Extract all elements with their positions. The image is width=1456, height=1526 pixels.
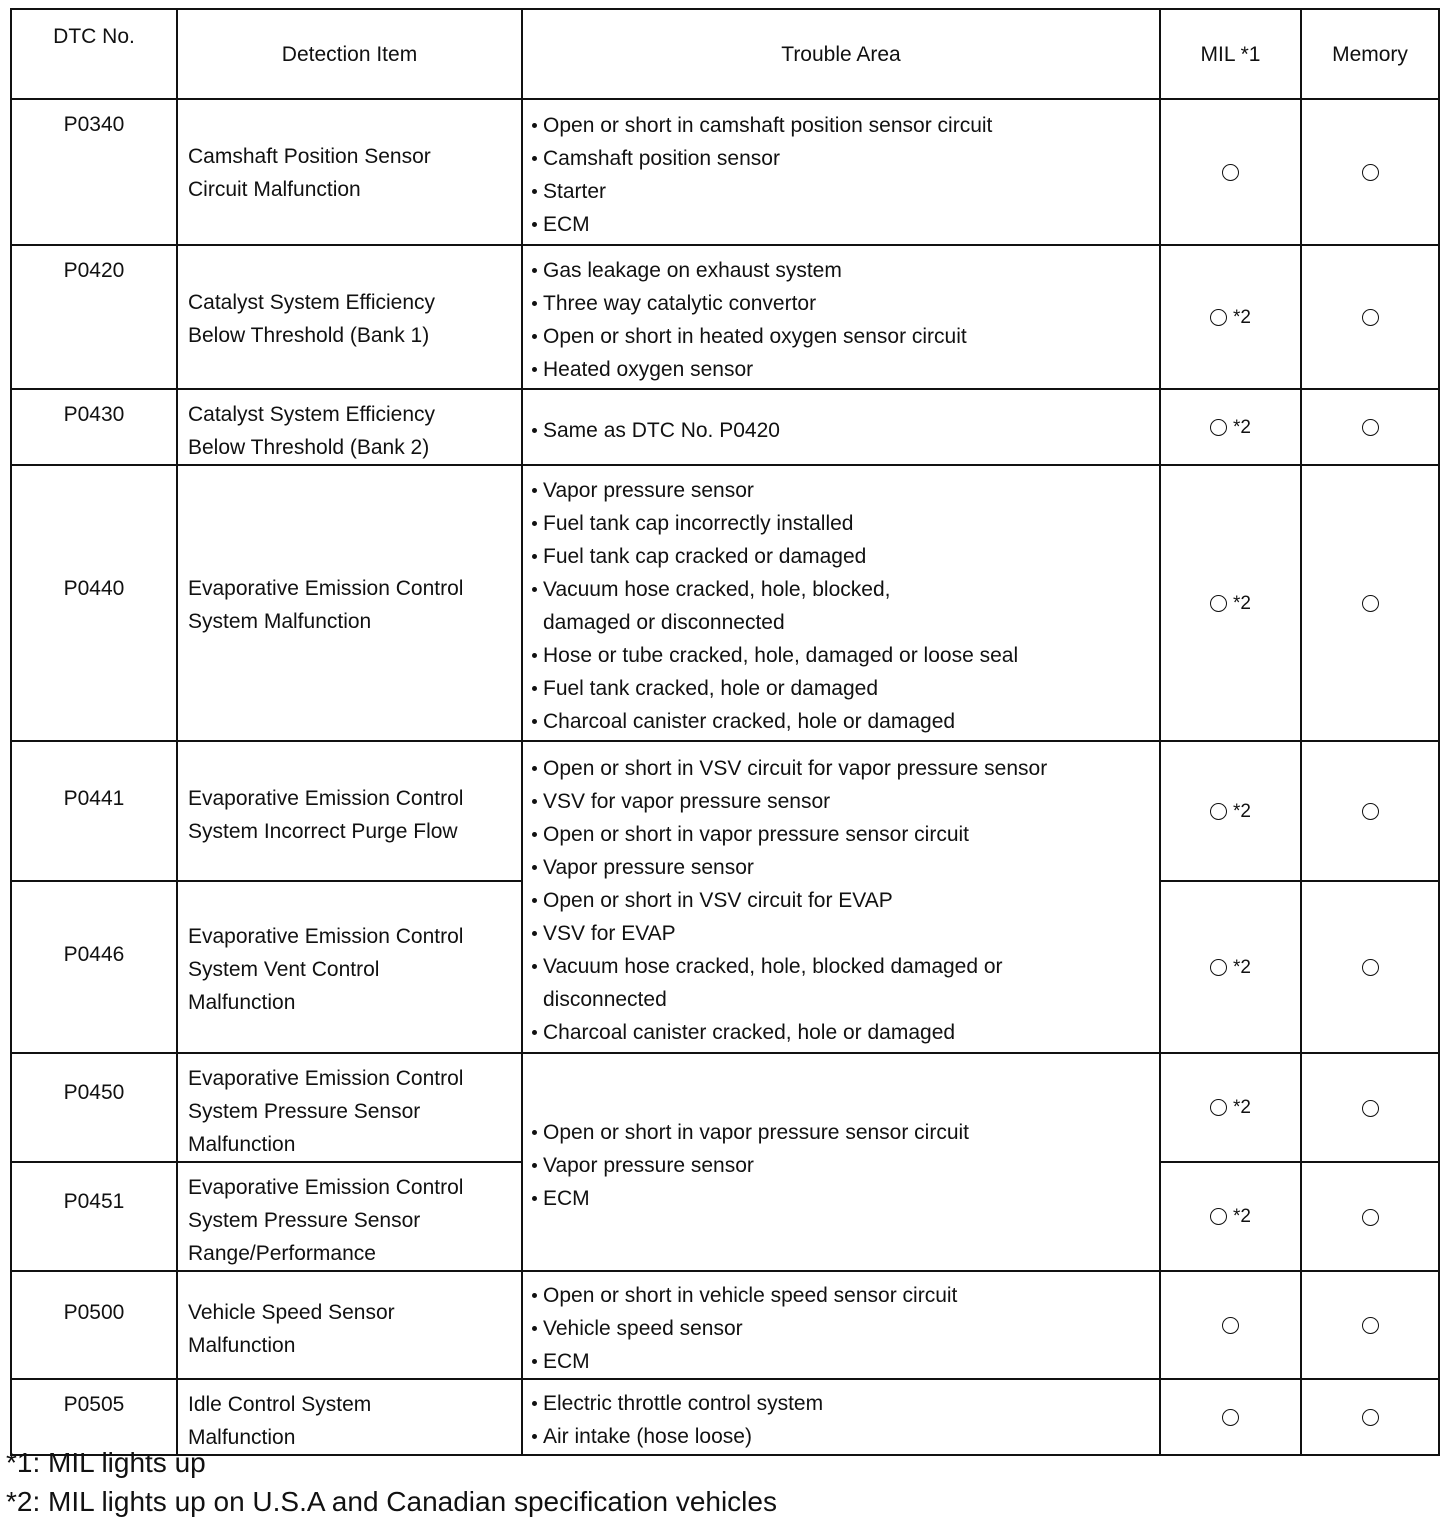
trouble-area <box>522 1379 1160 1455</box>
circle-icon <box>1210 803 1227 820</box>
list-item: Vacuum hose cracked, hole, blocked, damaged or disconnected <box>531 573 923 639</box>
header-row <box>11 9 1439 99</box>
dtc-code: P0440 <box>11 465 177 741</box>
list-item: Fuel tank cracked, hole or damaged <box>531 672 1159 705</box>
list-item: Heated oxygen sensor <box>531 353 1159 386</box>
circle-icon <box>1362 803 1379 820</box>
mil-cell <box>1160 1053 1301 1162</box>
detection-item: Catalyst System Efficiency Below Threshold (Bank 1) <box>177 245 522 389</box>
dtc-code: P0441 <box>11 741 177 881</box>
dtc-code: P0340 <box>11 99 177 245</box>
mil-note: *2 <box>1233 592 1251 614</box>
list-item: VSV for EVAP <box>531 917 1159 950</box>
circle-icon <box>1210 595 1227 612</box>
detection-item: Catalyst System Efficiency Below Threshold (Bank 2) <box>177 389 522 465</box>
footnote-1: *1: MIL lights up <box>6 1447 206 1478</box>
header-memory: Memory <box>1301 9 1439 99</box>
list-item: Open or short in heated oxygen sensor circuit <box>531 320 1159 353</box>
circle-icon <box>1362 595 1379 612</box>
dtc-code: P0505 <box>11 1379 177 1455</box>
table-row <box>11 99 1439 245</box>
mil-note: *2 <box>1233 306 1251 328</box>
memory-cell <box>1301 465 1439 741</box>
list-item: ECM <box>531 1182 1159 1215</box>
list-item: Open or short in vapor pressure sensor circuit <box>531 818 1159 851</box>
mil-cell <box>1160 881 1301 1053</box>
mil-note: *2 <box>1233 1206 1251 1228</box>
circle-icon <box>1210 309 1227 326</box>
circle-icon <box>1362 1409 1379 1426</box>
memory-cell <box>1301 245 1439 389</box>
memory-cell <box>1301 881 1439 1053</box>
circle-icon <box>1210 1099 1227 1116</box>
dtc-table <box>10 8 1440 1456</box>
circle-icon <box>1222 1317 1239 1334</box>
memory-cell <box>1301 1271 1439 1379</box>
trouble-area <box>522 1053 1160 1271</box>
trouble-area <box>522 389 1160 465</box>
circle-icon <box>1210 419 1227 436</box>
dtc-code: P0430 <box>11 389 177 465</box>
table-row <box>11 389 1439 465</box>
dtc-code: P0446 <box>11 881 177 1053</box>
circle-icon <box>1362 1317 1379 1334</box>
mil-cell <box>1160 1379 1301 1455</box>
dtc-code: P0500 <box>11 1271 177 1379</box>
table-row <box>11 465 1439 741</box>
list-item: Hose or tube cracked, hole, damaged or loose seal <box>531 639 1159 672</box>
circle-icon <box>1362 1209 1379 1226</box>
list-item: Fuel tank cap cracked or damaged <box>531 540 1159 573</box>
circle-icon <box>1210 959 1227 976</box>
list-item: Vapor pressure sensor <box>531 851 1159 884</box>
list-item: Three way catalytic convertor <box>531 287 1159 320</box>
list-item: Open or short in VSV circuit for vapor pressure sensor <box>531 752 1159 785</box>
dtc-code: P0451 <box>11 1162 177 1271</box>
list-item: Open or short in vapor pressure sensor circuit <box>531 1116 1159 1149</box>
detection-item: Evaporative Emission Control System Pressure Sensor Range/Performance <box>177 1162 522 1271</box>
circle-icon <box>1362 959 1379 976</box>
detection-item: Camshaft Position Sensor Circuit Malfunction <box>177 99 522 245</box>
circle-icon <box>1222 164 1239 181</box>
trouble-area <box>522 245 1160 389</box>
circle-icon <box>1210 1208 1227 1225</box>
list-item: Electric throttle control system <box>531 1387 1159 1420</box>
table-row <box>11 1271 1439 1379</box>
list-item: Air intake (hose loose) <box>531 1420 1159 1453</box>
trouble-area <box>522 99 1160 245</box>
table-row <box>11 245 1439 389</box>
circle-icon <box>1362 1100 1379 1117</box>
circle-icon <box>1362 164 1379 181</box>
list-item: Vapor pressure sensor <box>531 474 1159 507</box>
circle-icon <box>1222 1409 1239 1426</box>
mil-note: *2 <box>1233 956 1251 978</box>
list-item: Charcoal canister cracked, hole or damaged <box>531 705 1159 738</box>
memory-cell <box>1301 1162 1439 1271</box>
list-item: Vehicle speed sensor <box>531 1312 1159 1345</box>
footnote-2: *2: MIL lights up on U.S.A and Canadian specification vehicles <box>6 1486 777 1517</box>
circle-icon <box>1362 309 1379 326</box>
memory-cell <box>1301 741 1439 881</box>
mil-cell <box>1160 741 1301 881</box>
list-item: Vacuum hose cracked, hole, blocked damaged or disconnected <box>531 950 1043 1016</box>
header-mil: MIL *1 <box>1160 9 1301 99</box>
memory-cell <box>1301 1053 1439 1162</box>
memory-cell <box>1301 1379 1439 1455</box>
memory-cell <box>1301 389 1439 465</box>
dtc-code: P0450 <box>11 1053 177 1162</box>
memory-cell <box>1301 99 1439 245</box>
list-item: Open or short in VSV circuit for EVAP <box>531 884 1159 917</box>
detection-item: Evaporative Emission Control System Incorrect Purge Flow <box>177 741 522 881</box>
detection-item: Evaporative Emission Control System Vent Control Malfunction <box>177 881 522 1053</box>
list-item: Vapor pressure sensor <box>531 1149 1159 1182</box>
dtc-code: P0420 <box>11 245 177 389</box>
list-item: VSV for vapor pressure sensor <box>531 785 1159 818</box>
trouble-area <box>522 465 1160 741</box>
mil-note: *2 <box>1233 416 1251 438</box>
header-dtc: DTC No. <box>11 9 177 99</box>
list-item: Open or short in camshaft position sensor circuit <box>531 109 1159 142</box>
trouble-area <box>522 1271 1160 1379</box>
list-item: Camshaft position sensor <box>531 142 1159 175</box>
list-item: ECM <box>531 1345 1159 1378</box>
mil-cell <box>1160 465 1301 741</box>
circle-icon <box>1362 419 1379 436</box>
mil-note: *2 <box>1233 800 1251 822</box>
trouble-area <box>522 741 1160 1053</box>
table-row <box>11 1379 1439 1455</box>
mil-cell <box>1160 389 1301 465</box>
table-row <box>11 1053 1439 1162</box>
detection-item: Idle Control System Malfunction <box>177 1379 522 1455</box>
header-detection-item: Detection Item <box>177 9 522 99</box>
list-item: Gas leakage on exhaust system <box>531 254 1159 287</box>
detection-item: Evaporative Emission Control System Malfunction <box>177 465 522 741</box>
list-item: Starter <box>531 175 1159 208</box>
detection-item: Vehicle Speed Sensor Malfunction <box>177 1271 522 1379</box>
list-item: Open or short in vehicle speed sensor circuit <box>531 1279 1159 1312</box>
list-item: Fuel tank cap incorrectly installed <box>531 507 1159 540</box>
mil-cell <box>1160 245 1301 389</box>
detection-item: Evaporative Emission Control System Pressure Sensor Malfunction <box>177 1053 522 1162</box>
list-item: Same as DTC No. P0420 <box>531 414 1159 447</box>
table-row <box>11 741 1439 881</box>
mil-cell <box>1160 99 1301 245</box>
mil-note: *2 <box>1233 1097 1251 1119</box>
mil-cell <box>1160 1162 1301 1271</box>
list-item: Charcoal canister cracked, hole or damaged <box>531 1016 1159 1049</box>
list-item: ECM <box>531 208 1159 241</box>
header-trouble-area: Trouble Area <box>522 9 1160 99</box>
mil-cell <box>1160 1271 1301 1379</box>
